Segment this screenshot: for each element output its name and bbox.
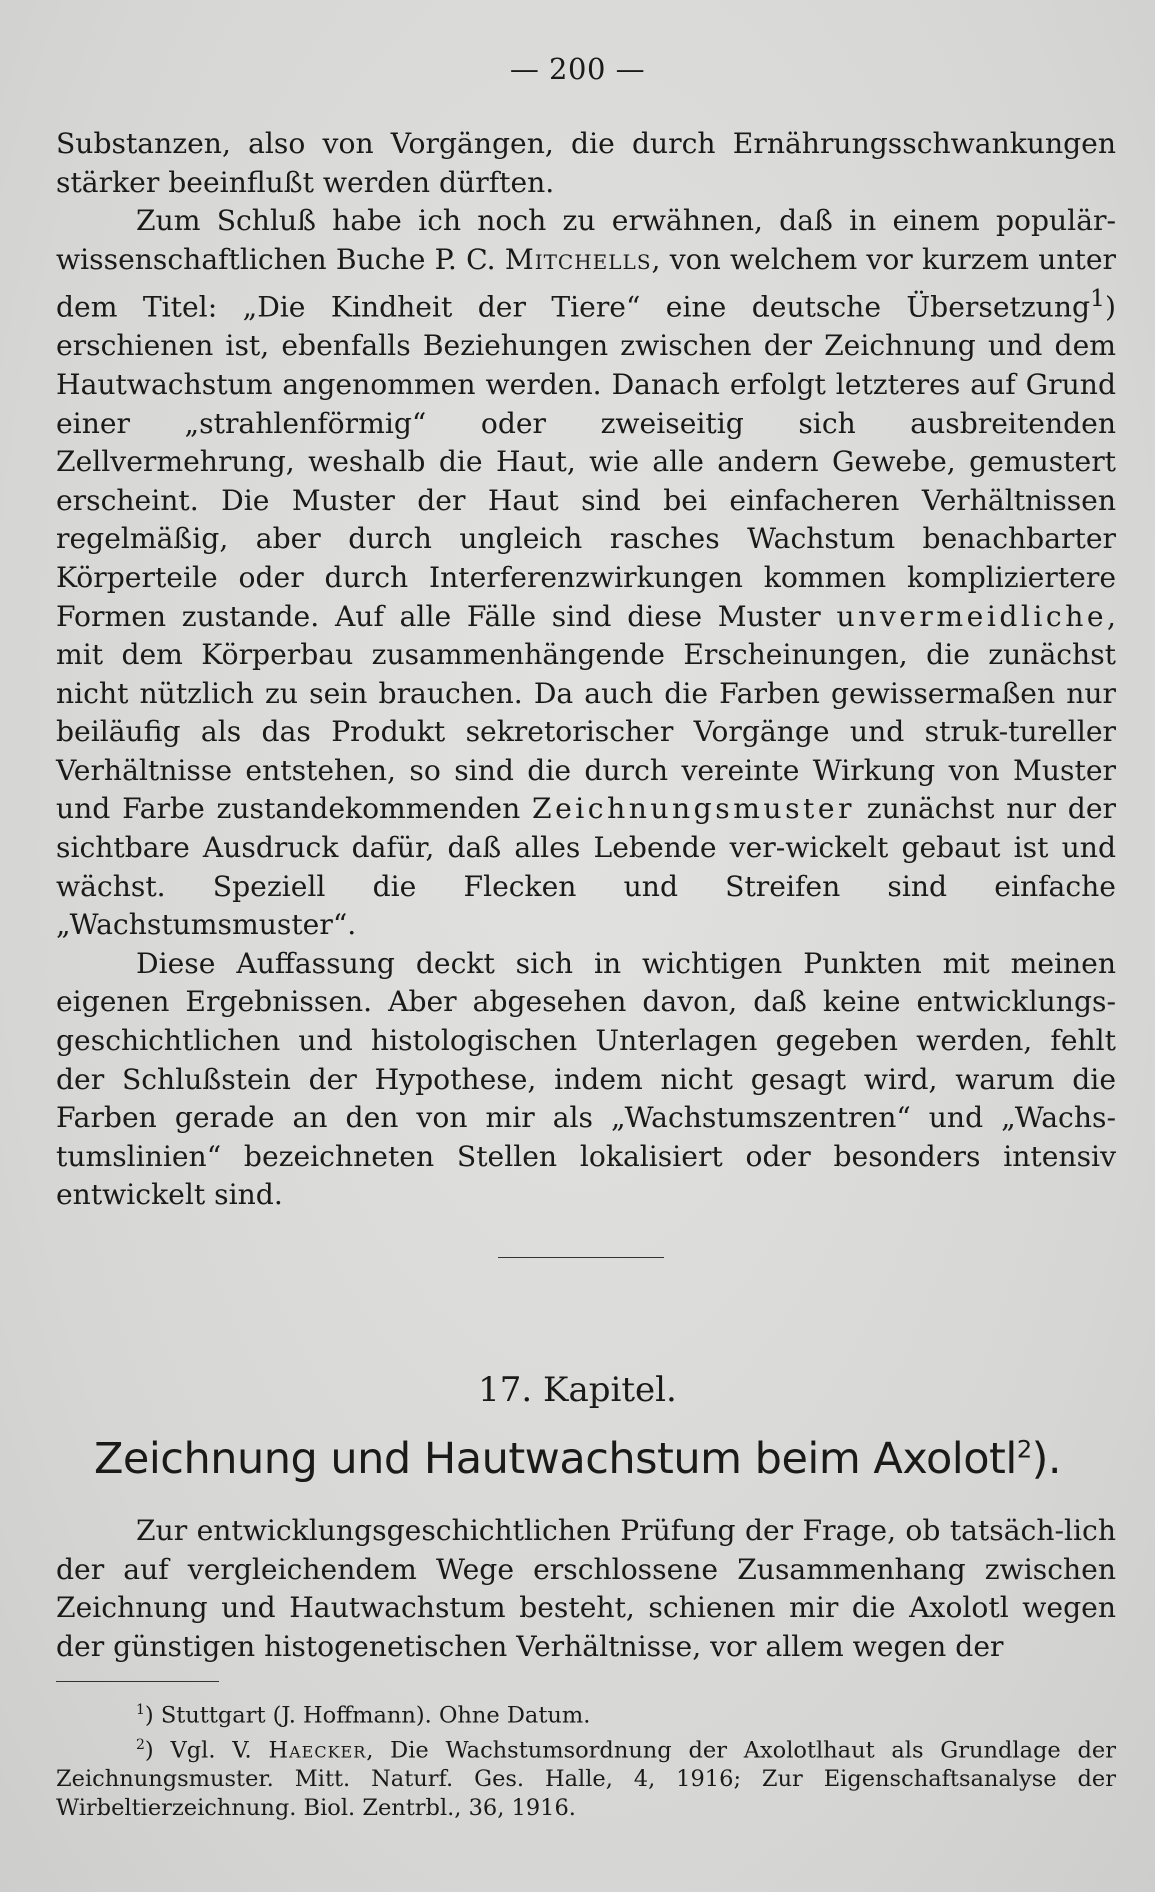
body-text-top (56, 125, 1116, 1215)
chapter-title-text: Zeichnung und Hautwachstum beim Axolotl (93, 1434, 1017, 1484)
author-name: Haecker (268, 1737, 367, 1763)
text-run: ) erschienen ist, ebenfalls Beziehungen zwischen der Zeichnung und dem Hautwachstum angenommen werden. Danach erfolgt letzteres auf Grund einer „strahlenförmig“ oder zweiseitig sich ausbreitenden Zellvermehrung, weshalb die Haut, wie alle andern Gewebe, gemustert erscheint. Die Muster der Haut sind bei einfacheren Verhältnissen regelmäßig, aber durch ungleich rasches Wachstum benachbarter Körperteile oder durch Interferenzwirkungen kommen kompliziertere Formen zustande. Auf alle Fälle sind diese Muster (56, 290, 1116, 633)
paragraph-continued: Substanzen, also von Vorgängen, die durch Ernährungsschwankungen stärker beeinflußt werden dürften. (56, 127, 1116, 199)
paragraph-chapter-intro: Zur entwicklungsgeschichtlichen Prüfung der Frage, ob tatsäch-lich der auf vergleichendem Wege erschlossene Zusammenhang zwischen Zeichnung und Hautwachstum besteht, schienen mir die Axolotl wegen der günstigen histogenetischen Verhältnisse, vor allem wegen der (56, 1514, 1116, 1663)
chapter-title (0, 1434, 1155, 1484)
footnote-2 (56, 1731, 1116, 1824)
paragraph-mitchell (56, 202, 1116, 945)
author-name: Mitchells (504, 242, 652, 276)
footnote-ref-1: 1 (1090, 284, 1105, 313)
emphasis-spaced: unvermeidliche (836, 599, 1108, 633)
footnote-text: , Die Wachstumsordnung der Axolotlhaut als Grundlage der Zeichnungsmuster. Mitt. Naturf. Ges. Halle, 4, 1916; Zur Eigenschaftsanalyse der Wirbeltierzeichnung. Biol. Zentrbl., 36, 1916. (56, 1737, 1116, 1821)
footnote-text: ) Vgl. V. (144, 1737, 269, 1763)
footnote-mark: 1 (136, 1702, 145, 1718)
text-run: zunächst nur der sichtbare Ausdruck dafür, daß alles Lebende ver-wickelt gebaut ist und wächst. Speziell die Flecken und Streifen sind einfache „Wachstumsmuster“. (56, 792, 1116, 942)
page-number: — 200 — (509, 52, 646, 86)
footnote-divider (56, 1681, 219, 1682)
footnote-ref-2: 2 (1016, 1435, 1032, 1464)
chapter-number: 17. Kapitel. (478, 1370, 677, 1410)
emphasis-spaced: Zeichnungsmuster (532, 792, 856, 826)
paragraph-auffassung: Diese Auffassung deckt sich in wichtigen Punkten mit meinen eigenen Ergebnissen. Aber abgesehen davon, daß keine entwicklungs-geschichtlichen und histologischen Unterlagen gegeben werden, fehlt der Schlußstein der Hypothese, indem nicht gesagt wird, warum die Farben gerade an den von mir als „Wachstumszentren“ und „Wachs-tumslinien“ bezeichneten Stellen lokalisiert oder besonders intensiv entwickelt sind. (56, 946, 1116, 1212)
text-run: Zum Schluß habe ich noch zu erwähnen, daß in einem populär-wissenschaftlichen Buche P. C. (56, 204, 1116, 276)
footnote-1 (56, 1696, 1116, 1731)
section-divider (498, 1257, 664, 1258)
body-text-chapter (56, 1512, 1116, 1666)
footnotes (56, 1696, 1116, 1823)
chapter-title-end: ). (1031, 1434, 1062, 1484)
text-run: , von welchem vor kurzem unter dem Titel: „Die Kindheit der Tiere“ eine deutsche Übersetzung (56, 242, 1116, 324)
footnote-text: ) Stuttgart (J. Hoffmann). Ohne Datum. (144, 1702, 591, 1729)
text-run: , mit dem Körperbau zusammenhängende Erscheinungen, die zunächst nicht nützlich zu sein brauchen. Da auch die Farben gewissermaßen nur beiläufig als das Produkt sekretorischer Vorgänge und struk-tureller Verhältnisse entstehen, so sind die durch vereinte Wirkung von Muster und Farbe zustandekommenden (56, 599, 1116, 826)
footnote-mark: 2 (136, 1736, 145, 1753)
